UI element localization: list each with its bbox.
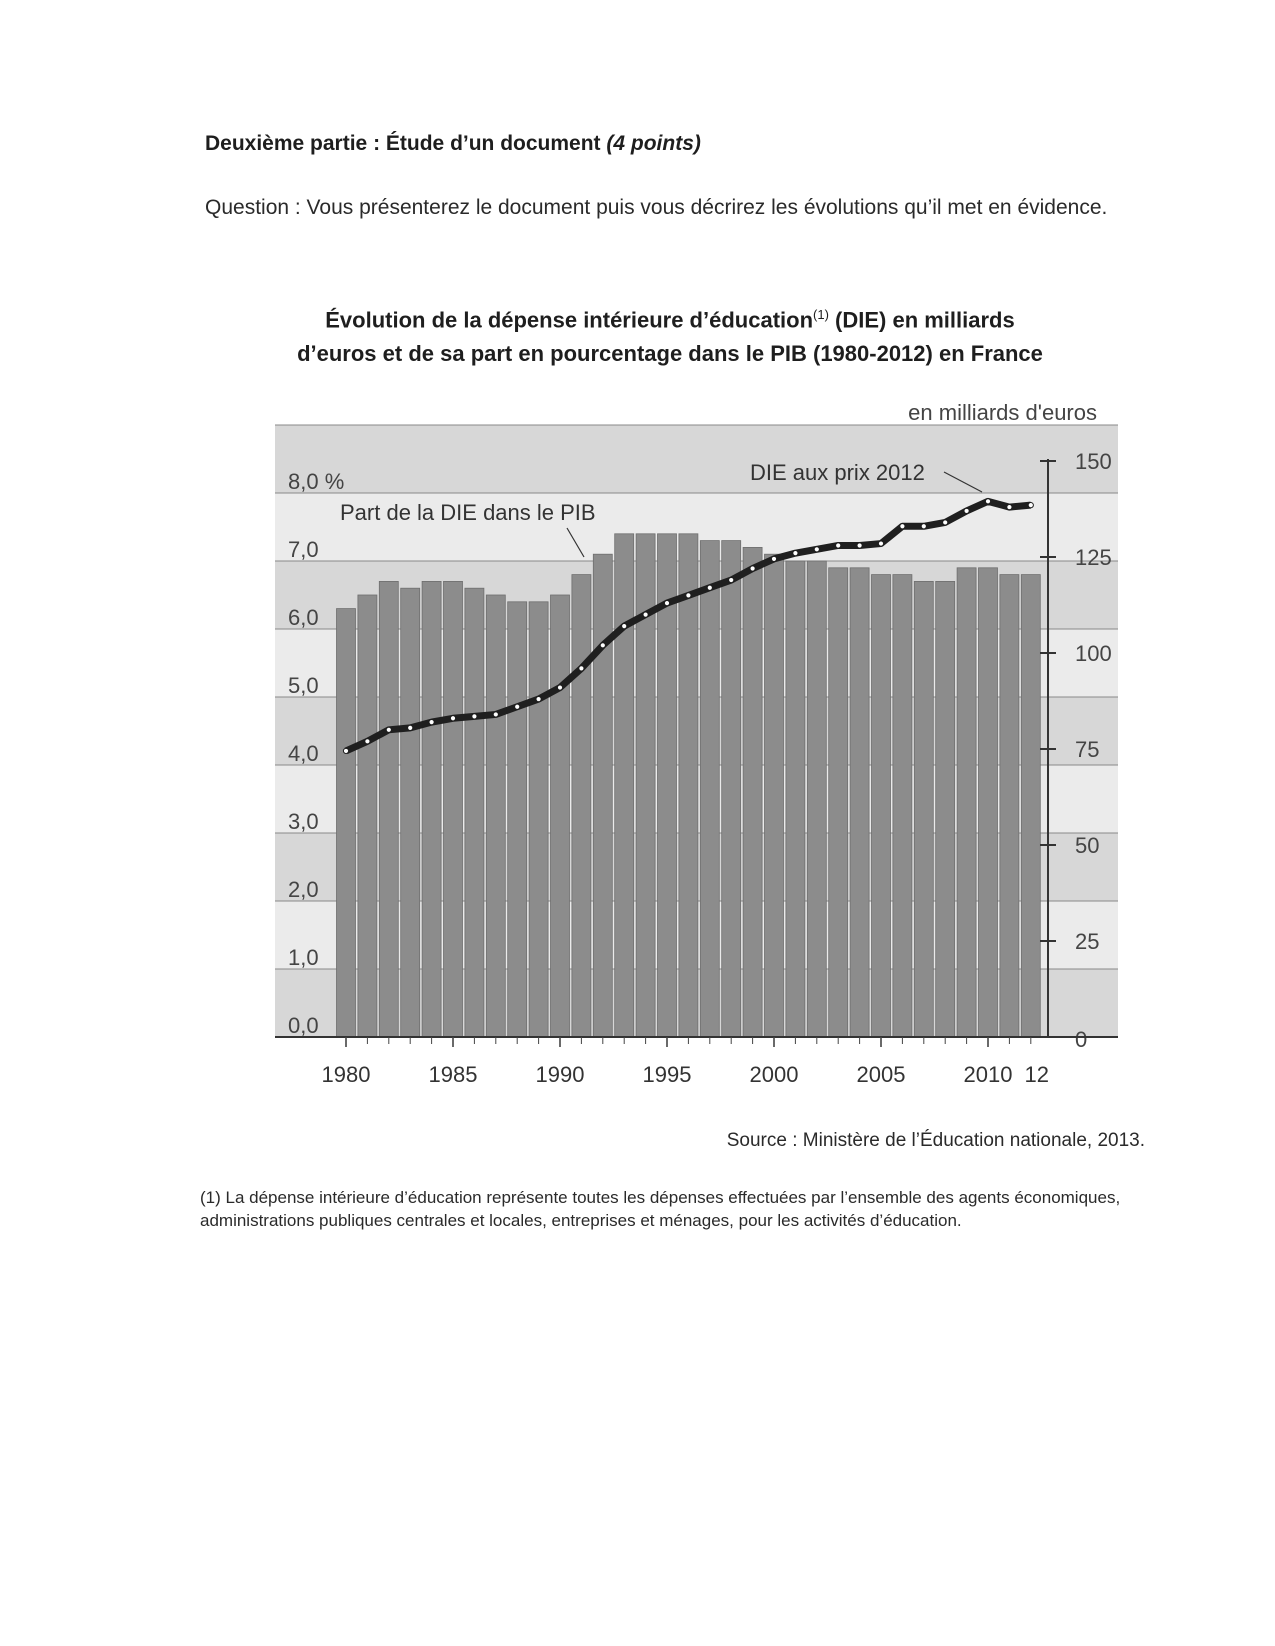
grid-band-top (275, 425, 1118, 493)
bar-die-pib (1000, 575, 1019, 1037)
question-text: Question : Vous présenterez le document puis vous décrirez les évolutions qu’il met en évidence. (205, 196, 1108, 219)
bar-die-pib (508, 602, 527, 1037)
bar-die-pib (551, 595, 570, 1037)
die-point (365, 739, 370, 744)
die-point (878, 541, 883, 546)
right-tick-label: 0 (1075, 1027, 1088, 1052)
line-annotation: DIE aux prix 2012 (750, 460, 925, 485)
die-point (750, 566, 755, 571)
left-tick-label: 8,0 % (288, 469, 345, 494)
bar-die-pib (593, 554, 612, 1037)
source-text: Source : Ministère de l’Éducation nationale, 2013. (726, 1130, 1145, 1151)
die-point (515, 704, 520, 709)
right-tick-label: 150 (1075, 449, 1112, 474)
die-point (857, 543, 862, 548)
die-point (450, 716, 455, 721)
bar-die-pib (786, 561, 805, 1037)
heading-points: (4 points) (606, 132, 701, 155)
die-point (600, 643, 605, 648)
left-tick-label: 6,0 (288, 605, 319, 630)
die-point (493, 712, 498, 717)
bar-die-pib (444, 581, 463, 1037)
die-point (771, 556, 776, 561)
bar-die-pib (1021, 575, 1040, 1037)
die-point (686, 593, 691, 598)
left-tick-label: 2,0 (288, 877, 319, 902)
bar-die-pib (872, 575, 891, 1037)
bar-annotation: Part de la DIE dans le PIB (340, 500, 596, 525)
right-axis-title: en milliards d'euros (908, 400, 1097, 425)
die-point (1007, 504, 1012, 509)
bar-die-pib (722, 541, 741, 1037)
die-point (579, 666, 584, 671)
die-point (429, 720, 434, 725)
right-tick-label: 50 (1075, 833, 1100, 858)
die-point (943, 520, 948, 525)
bar-die-pib (829, 568, 848, 1037)
die-point (836, 543, 841, 548)
bar-die-pib (572, 575, 591, 1037)
die-point (557, 685, 562, 690)
bar-die-pib (615, 534, 634, 1037)
bar-die-pib (679, 534, 698, 1037)
die-point (622, 624, 627, 629)
die-point (985, 499, 990, 504)
bar-die-pib (337, 609, 356, 1037)
die-point (386, 727, 391, 732)
x-tick-label: 2000 (749, 1062, 799, 1087)
x-tick-label: 1995 (642, 1062, 692, 1087)
chart-title-line1: Évolution de la dépense intérieure d’éducation (325, 307, 814, 333)
die-point (921, 524, 926, 529)
left-tick-label: 4,0 (288, 741, 319, 766)
bar-die-pib (914, 581, 933, 1037)
bar-die-pib (850, 568, 869, 1037)
left-tick-label: 3,0 (288, 809, 319, 834)
x-tick-label: 12 (1024, 1062, 1050, 1087)
chart-title-line2: d’euros et de sa part en pourcentage dans le PIB (1980-2012) en France (297, 341, 1043, 367)
bar-die-pib (529, 602, 548, 1037)
die-point (408, 725, 413, 730)
die-point (472, 714, 477, 719)
x-tick-label: 2005 (856, 1062, 906, 1087)
chart-title-footnote-ref: (1) (813, 307, 829, 322)
bar-die-pib (743, 547, 762, 1037)
heading-text: Deuxième partie : Étude d’un document (205, 132, 607, 155)
die-point (536, 696, 541, 701)
footnote-text: (1) La dépense intérieure d’éducation représente toutes les dépenses effectuées par l’ensemble des agents économiques, administrations publiques centrales et locales, entreprises et ménages, pour les activités d’éducation. (200, 1188, 1121, 1230)
die-point (707, 585, 712, 590)
bar-die-pib (765, 554, 784, 1037)
left-tick-label: 0,0 (288, 1013, 319, 1038)
x-tick-label: 2010 (963, 1062, 1013, 1087)
bar-die-pib (979, 568, 998, 1037)
right-tick-label: 75 (1075, 737, 1100, 762)
x-tick-label: 1980 (321, 1062, 371, 1087)
bar-die-pib (401, 588, 420, 1037)
die-point (814, 547, 819, 552)
bar-die-pib (358, 595, 377, 1037)
bar-die-pib (700, 541, 719, 1037)
bar-die-pib (465, 588, 484, 1037)
die-point (1028, 503, 1033, 508)
chart-title-line1-end: (DIE) en milliards (828, 307, 1015, 333)
left-tick-label: 7,0 (288, 537, 319, 562)
die-point (729, 577, 734, 582)
bar-die-pib (893, 575, 912, 1037)
bar-die-pib (422, 581, 441, 1037)
die-point (964, 508, 969, 513)
bar-die-pib (379, 581, 398, 1037)
die-point (643, 612, 648, 617)
left-tick-label: 1,0 (288, 945, 319, 970)
x-tick-label: 1990 (535, 1062, 585, 1087)
right-tick-label: 25 (1075, 929, 1100, 954)
die-point (900, 524, 905, 529)
bar-die-pib (807, 561, 826, 1037)
right-tick-label: 125 (1075, 545, 1112, 570)
die-point (664, 600, 669, 605)
bar-die-pib (936, 581, 955, 1037)
left-tick-label: 5,0 (288, 673, 319, 698)
die-point (793, 551, 798, 556)
bar-die-pib (486, 595, 505, 1037)
die-point (343, 748, 348, 753)
right-tick-label: 100 (1075, 641, 1112, 666)
x-tick-label: 1985 (428, 1062, 478, 1087)
bar-die-pib (957, 568, 976, 1037)
